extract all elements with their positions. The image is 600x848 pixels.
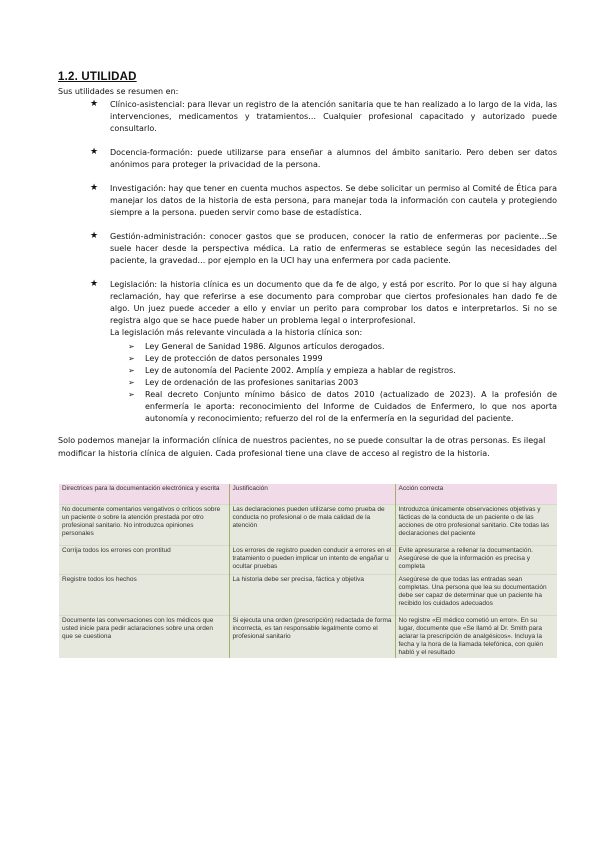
legislation-subtitle: La legislación más relevante vinculada a la historia clínica son: — [110, 328, 363, 337]
table-header-cell: Directrices para la documentación electrónica y escrita — [59, 484, 229, 505]
utility-text: Docencia-formación: puede utilizarse para enseñar a alumnos del ámbito sanitario. Pero deben ser datos anónimos para proteger la privacidad de la persona. — [110, 148, 557, 169]
table-cell: No documente comentarios vengativos o críticos sobre un paciente o sobre la atención prestada por otro profesional sanitario. No introduzca opiniones personales — [59, 505, 229, 546]
utility-text: Legislación: la historia clínica es un documento que da fe de algo, y está por escrito. Por lo que si hay alguna reclamación, hay que referirse a ese documento para comprobar que ciertos profesionales han dado fe de algo. Un juez puede acceder a ello y enviar un perito para comprobar los datos e interpretarlos. Si no se registra algo que se hace puede haber un problema legal o interprofesional. — [110, 280, 557, 325]
law-item — [128, 341, 557, 353]
table-row — [59, 546, 557, 575]
utility-text: Clínico-asistencial: para llevar un registro de la atención sanitaria que te han realizado a lo largo de la vida, las intervenciones, medicamentos y tratamientos… Cualquier profesional capacitado y autorizado puede consultarlo. — [110, 100, 557, 133]
law-text: Real decreto Conjunto mínimo básico de datos 2010 (actualizado de 2023). A la profesión de enfermería le aporta: reconocimiento del Informe de Cuidados de Enfermero, lo que nos aporta autonomía y reconocimiento; refuerzo del rol de la enfermería en la seguridad del paciente. — [145, 390, 557, 423]
law-item — [128, 389, 557, 425]
star-bullet-icon: ★ — [90, 279, 99, 289]
utility-text: Investigación: hay que tener en cuenta muchos aspectos. Se debe solicitar un permiso al Comité de Ética para manejar los datos de la historia de esta persona, para manejar toda la información con cautela y protegiendo siempre a la persona. pueden servir como base de estadística. — [110, 184, 557, 217]
star-bullet-icon: ★ — [90, 147, 99, 157]
table-cell: Corrija todos los errores con prontitud — [59, 546, 229, 575]
law-text: Ley de ordenación de las profesiones sanitarias 2003 — [145, 378, 359, 387]
utility-item — [90, 183, 557, 219]
documentation-guidelines-table — [59, 484, 557, 658]
arrow-bullet-icon: ➢ — [128, 366, 135, 375]
table-cell: Los errores de registro pueden conducir a errores en el tratamiento o pueden implicar un intento de engañar u ocultar pruebas — [229, 546, 395, 575]
table-cell: Documente las conversaciones con los médicos que usted inicie para pedir aclaraciones sobre una orden que se cuestiona — [59, 616, 229, 659]
table-row — [59, 575, 557, 616]
table-header-cell: Justificación — [229, 484, 395, 505]
law-text: Ley de protección de datos personales 1999 — [145, 354, 323, 363]
law-item — [128, 377, 557, 389]
star-bullet-icon: ★ — [90, 99, 99, 109]
law-text: Ley General de Sanidad 1986. Algunos artículos derogados. — [145, 342, 385, 351]
arrow-bullet-icon: ➢ — [128, 342, 135, 351]
table-cell: Introduzca únicamente observaciones objetivas y fácticas de la conducta de un paciente o de las acciones de otro profesional sanitario. Cite todas las declaraciones del paciente — [395, 505, 557, 546]
table-cell: Las declaraciones pueden utilizarse como prueba de conducta no profesional o de mala calidad de la atención — [229, 505, 395, 546]
table-cell: Asegúrese de que todas las entradas sean completas. Una persona que lea su documentación debe ser capaz de determinar que un paciente ha recibido los cuidados adecuados — [395, 575, 557, 616]
table-cell: La historia debe ser precisa, fáctica y objetiva — [229, 575, 395, 616]
table-cell: Registre todos los hechos — [59, 575, 229, 616]
law-item — [128, 365, 557, 377]
table-cell: No registre «El médico cometió un error». En su lugar, documente que «Se llamó al Dr. Smith para aclarar la prescripción de analgésicos». Incluya la fecha y la hora de la llamada telefónica, con quién habló y el resultado — [395, 616, 557, 659]
laws-list — [110, 341, 557, 425]
utility-item — [90, 147, 557, 171]
table-row — [59, 616, 557, 659]
utilities-list — [90, 99, 557, 437]
law-item — [128, 353, 557, 365]
table-row — [59, 505, 557, 546]
section-title: 1.2. UTILIDAD — [58, 71, 137, 83]
law-text: Ley de autonomía del Paciente 2002. Amplía y empieza a hablar de registros. — [145, 366, 456, 375]
utility-item — [90, 99, 557, 135]
utility-item — [90, 279, 557, 425]
table-cell: Evite apresurarse a rellenar la documentación. Asegúrese de que la información es precisa y completa — [395, 546, 557, 575]
utility-item — [90, 231, 557, 267]
table-cell: Si ejecuta una orden (prescripción) redactada de forma incorrecta, es tan responsable legalmente como el profesional sanitario — [229, 616, 395, 659]
closing-paragraph: Solo podemos manejar la información clínica de nuestros pacientes, no se puede consultar la de otras personas. Es ilegal modificar la historia clínica de alguien. Cada profesional tiene una clave de acceso al registro de la historia. — [58, 436, 546, 458]
table-header-row — [59, 484, 557, 505]
arrow-bullet-icon: ➢ — [128, 390, 135, 399]
arrow-bullet-icon: ➢ — [128, 378, 135, 387]
star-bullet-icon: ★ — [90, 183, 99, 193]
arrow-bullet-icon: ➢ — [128, 354, 135, 363]
utility-text: Gestión-administración: conocer gastos que se producen, conocer la ratio de enfermeras por paciente…Se suele hacer desde la perspectiva médica. La ratio de enfermeras se establece según las necesidades del paciente, la gravedad… por ejemplo en la UCI hay una enfermera por cada paciente. — [110, 232, 557, 265]
table-header-cell: Acción correcta — [395, 484, 557, 505]
star-bullet-icon: ★ — [90, 231, 99, 241]
section-intro: Sus utilidades se resumen en: — [58, 87, 179, 96]
